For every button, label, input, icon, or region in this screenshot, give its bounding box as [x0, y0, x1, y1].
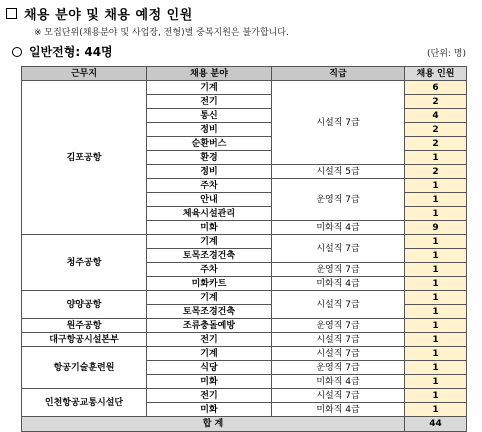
count-cell: 1 — [405, 319, 467, 333]
circle-bullet-icon — [12, 47, 22, 57]
header-grade: 직급 — [272, 67, 405, 81]
table-row — [22, 81, 467, 95]
grade-cell: 시설직 7급 — [272, 81, 405, 165]
grade-cell: 시설직 7급 — [272, 347, 405, 361]
document-title — [6, 3, 193, 23]
field-cell: 기계 — [147, 81, 272, 95]
count-cell: 2 — [405, 123, 467, 137]
grade-cell: 시설직 7급 — [272, 291, 405, 319]
field-cell: 정비 — [147, 123, 272, 137]
unit-label: (단위: 명) — [427, 49, 466, 59]
workplace-cell: 원주공항 — [22, 319, 147, 333]
field-cell: 정비 — [147, 165, 272, 179]
count-cell: 1 — [405, 179, 467, 193]
total-row — [22, 417, 467, 432]
count-cell: 4 — [405, 109, 467, 123]
grade-cell: 미화직 4급 — [272, 221, 405, 235]
field-cell: 전기 — [147, 333, 272, 347]
count-cell: 1 — [405, 347, 467, 361]
recruitment-table — [21, 66, 467, 432]
grade-cell: 시설직 5급 — [272, 165, 405, 179]
field-cell: 토목조경건축 — [147, 249, 272, 263]
table-row — [22, 347, 467, 361]
count-cell: 1 — [405, 249, 467, 263]
header-workplace: 근무지 — [22, 67, 147, 81]
field-cell: 통신 — [147, 109, 272, 123]
total-count: 44 — [405, 417, 467, 432]
field-cell: 조류충돌예방 — [147, 319, 272, 333]
count-cell: 2 — [405, 95, 467, 109]
grade-cell: 미화직 4급 — [272, 277, 405, 291]
count-cell: 1 — [405, 333, 467, 347]
field-cell: 환경 — [147, 151, 272, 165]
field-cell: 주차 — [147, 263, 272, 277]
field-cell: 미화 — [147, 375, 272, 389]
header-field: 채용 분야 — [147, 67, 272, 81]
count-cell: 1 — [405, 235, 467, 249]
grade-cell: 운영직 7급 — [272, 319, 405, 333]
count-cell: 1 — [405, 263, 467, 277]
grade-cell: 운영직 7급 — [272, 361, 405, 375]
workplace-cell: 양양공항 — [22, 291, 147, 319]
field-cell: 미화 — [147, 403, 272, 417]
count-cell: 1 — [405, 361, 467, 375]
table-row — [22, 319, 467, 333]
title-text: 채용 분야 및 채용 예정 인원 — [24, 7, 193, 23]
checkbox-icon — [6, 8, 17, 19]
table-row — [22, 389, 467, 403]
field-cell: 순환버스 — [147, 137, 272, 151]
grade-cell: 시설직 7급 — [272, 389, 405, 403]
count-cell: 1 — [405, 389, 467, 403]
grade-cell: 미화직 4급 — [272, 375, 405, 389]
field-cell: 주차 — [147, 179, 272, 193]
field-cell: 전기 — [147, 95, 272, 109]
table-row — [22, 333, 467, 347]
field-cell: 기계 — [147, 347, 272, 361]
table-row — [22, 235, 467, 249]
count-cell: 1 — [405, 277, 467, 291]
count-cell: 1 — [405, 193, 467, 207]
workplace-cell: 김포공항 — [22, 81, 147, 235]
count-cell: 6 — [405, 81, 467, 95]
count-cell: 9 — [405, 221, 467, 235]
field-cell: 기계 — [147, 235, 272, 249]
total-label: 합 계 — [22, 417, 405, 432]
duplicate-application-note: ※ 모집단위(채용분야 및 사업장, 전형)별 중복지원은 불가합니다. — [34, 28, 289, 38]
workplace-cell: 청주공항 — [22, 235, 147, 291]
workplace-cell: 대구항공시설본부 — [22, 333, 147, 347]
field-cell: 안내 — [147, 193, 272, 207]
count-cell: 1 — [405, 305, 467, 319]
field-cell: 미화카트 — [147, 277, 272, 291]
table-body — [22, 81, 467, 432]
workplace-cell: 인천항공교통시설단 — [22, 389, 147, 417]
grade-cell: 시설직 7급 — [272, 333, 405, 347]
grade-cell: 시설직 7급 — [272, 235, 405, 263]
grade-cell: 미화직 4급 — [272, 403, 405, 417]
table-header-row — [22, 67, 467, 81]
count-cell: 2 — [405, 165, 467, 179]
field-cell: 전기 — [147, 389, 272, 403]
table-row — [22, 291, 467, 305]
workplace-cell: 항공기술훈련원 — [22, 347, 147, 389]
field-cell: 체육시설관리 — [147, 207, 272, 221]
field-cell: 미화 — [147, 221, 272, 235]
grade-cell: 운영직 7급 — [272, 179, 405, 221]
header-count: 채용 인원 — [405, 67, 467, 81]
count-cell: 1 — [405, 151, 467, 165]
field-cell: 기계 — [147, 291, 272, 305]
count-cell: 2 — [405, 137, 467, 151]
count-cell: 1 — [405, 403, 467, 417]
section-text: 일반전형: 44명 — [29, 45, 113, 59]
grade-cell: 운영직 7급 — [272, 263, 405, 277]
count-cell: 1 — [405, 375, 467, 389]
field-cell: 토목조경건축 — [147, 305, 272, 319]
field-cell: 식당 — [147, 361, 272, 375]
count-cell: 1 — [405, 291, 467, 305]
section-heading — [12, 43, 113, 60]
count-cell: 1 — [405, 207, 467, 221]
